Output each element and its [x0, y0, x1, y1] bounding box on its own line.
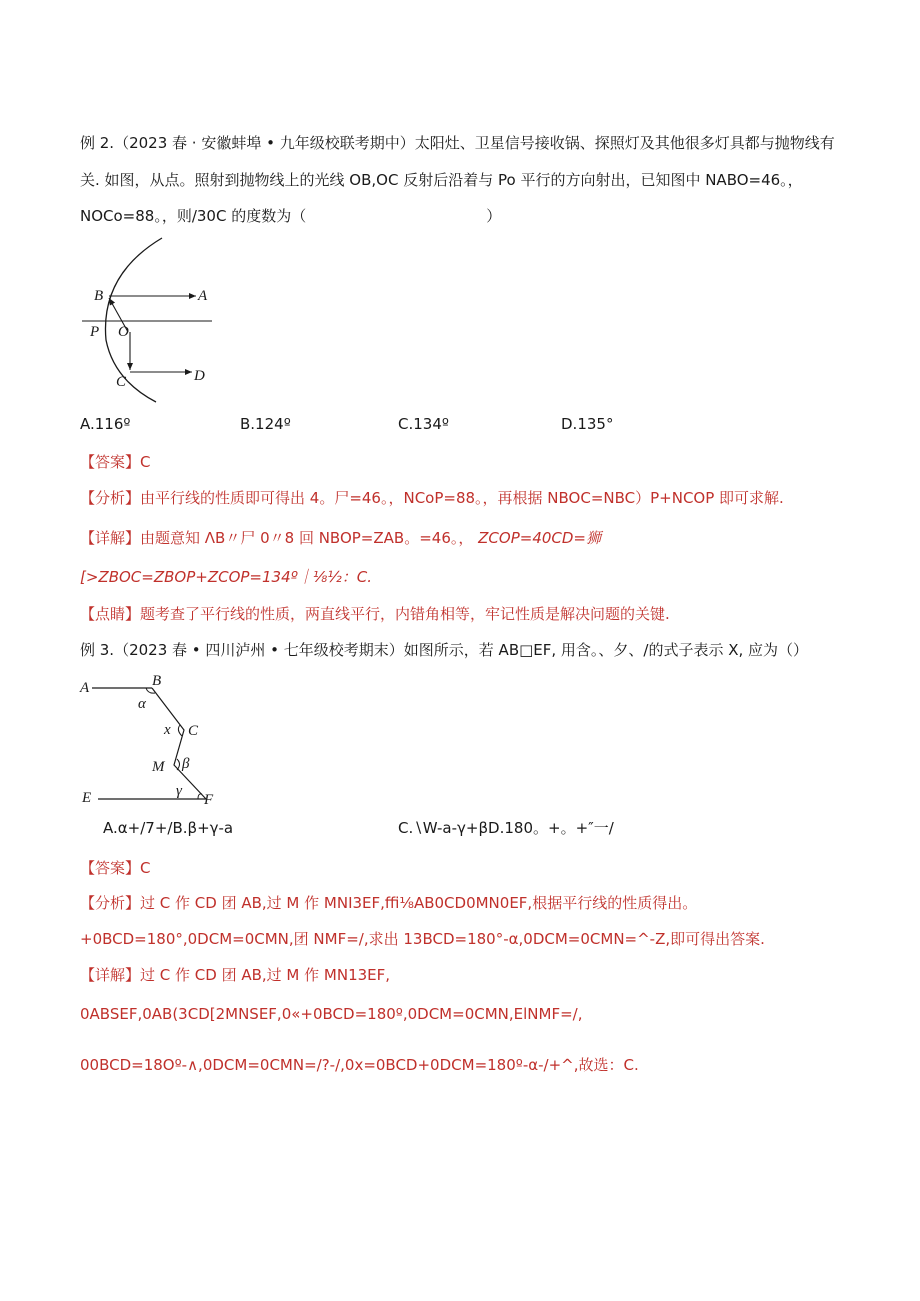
label-x: x [164, 722, 171, 738]
label-b: B [152, 673, 162, 689]
example2-detail-line1 [80, 528, 601, 548]
example3-detail-line2: 0ABSEF,0AB(3CD[2MNSEF,0«+0BCD=180º,0DCM=0CMN,ElNMF=/, [80, 1005, 583, 1023]
label-m: M [152, 759, 165, 775]
parabola-figure [80, 230, 230, 405]
example2-comment: 【点睛】题考查了平行线的性质，两直线平行，内错角相等，牢记性质是解决问题的关键. [80, 605, 670, 623]
label-gamma: γ [176, 783, 182, 799]
example2-question-line3 [80, 206, 501, 226]
label-alpha: α [138, 696, 146, 712]
example3-answer: 【答案】C [80, 859, 151, 877]
example2-analysis: 【分析】由平行线的性质即可得出 4。尸=46。，NCoP=88。，再根据 NBOC=NBC）P+NCOP 即可求解. [80, 489, 784, 507]
example2-detail-line1-formula: ZCOP=40CD=狮 [478, 529, 602, 547]
example3-detail-line1: 【详解】过 C 作 CD 团 AB,过 M 作 MN13EF, [80, 966, 391, 984]
label-b: B [94, 288, 104, 304]
example2-answer: 【答案】C [80, 453, 151, 471]
example3-analysis-line2: +0BCD=180°,0DCM=0CMN,团 NMF=/,求出 13BCD=180°-α,0DCM=0CMN=^-Z,即可得出答案. [80, 930, 765, 948]
label-o: O [118, 324, 129, 340]
label-d: D [194, 368, 205, 384]
example3-question: 例 3.（2023 春 • 四川泸州 • 七年级校考期末）如图所示，若 AB□EF, 用含。、夕、/的式子表示 X, 应为（） [80, 641, 809, 659]
label-c: C [116, 374, 127, 390]
label-p: P [90, 324, 100, 340]
label-a: A [80, 680, 90, 696]
example2-detail-line2: [>ZBOC=ZBOP+ZCOP=134º｜⅛½：C. [80, 568, 373, 586]
example3-analysis-line1: 【分析】过 C 作 CD 团 AB,过 M 作 MNI3EF,ffi⅛AB0CD0MN0EF,根据平行线的性质得出。 [80, 894, 698, 912]
example3-options-left-text: A.α+/7+/B.β+γ-a [103, 819, 234, 837]
example2-detail-line1-text: 【详解】由题意知 ΛB〃尸 0〃8 回 NBOP=ZAB。=46。， [80, 529, 474, 547]
example2-option-a: A.116º [80, 415, 131, 433]
label-e: E [82, 790, 92, 806]
label-c: C [188, 723, 199, 739]
parabola-curve [105, 238, 162, 402]
example2-option-b: B.124º [240, 415, 291, 433]
example2-question-line1: 例 2.（2023 春 · 安徽蚌埠 • 九年级校联考期中）太阳灶、卫星信号接收锅、探照灯及其他很多灯具都与抛物线有 [80, 134, 835, 152]
label-beta: β [182, 756, 190, 772]
example3-options-right: C.∖W-a-γ+βD.180。+。+″一/ [398, 819, 614, 837]
example2-option-d: D.135° [561, 415, 614, 433]
example3-detail-line3: 00BCD=18Oº-∧,0DCM=0CMN=/?-/,0x=0BCD+0DCM=180º-α-/+^,故选：C. [80, 1056, 639, 1074]
example2-option-c: C.134º [398, 415, 449, 433]
example2-question-line3-text: NOCo=88。，则/30C 的度数为（ [80, 207, 307, 225]
label-a: A [198, 288, 208, 304]
example3-options-left [103, 818, 233, 838]
example2-question-line3-close: ） [486, 207, 502, 225]
example2-question-line2: 关. 如图，从点。照射到抛物线上的光线 OB,OC 反射后沿着与 Po 平行的方向射出，已知图中 NABO=46。， [80, 171, 803, 189]
label-f: F [204, 792, 214, 808]
zigzag-figure [78, 672, 228, 812]
